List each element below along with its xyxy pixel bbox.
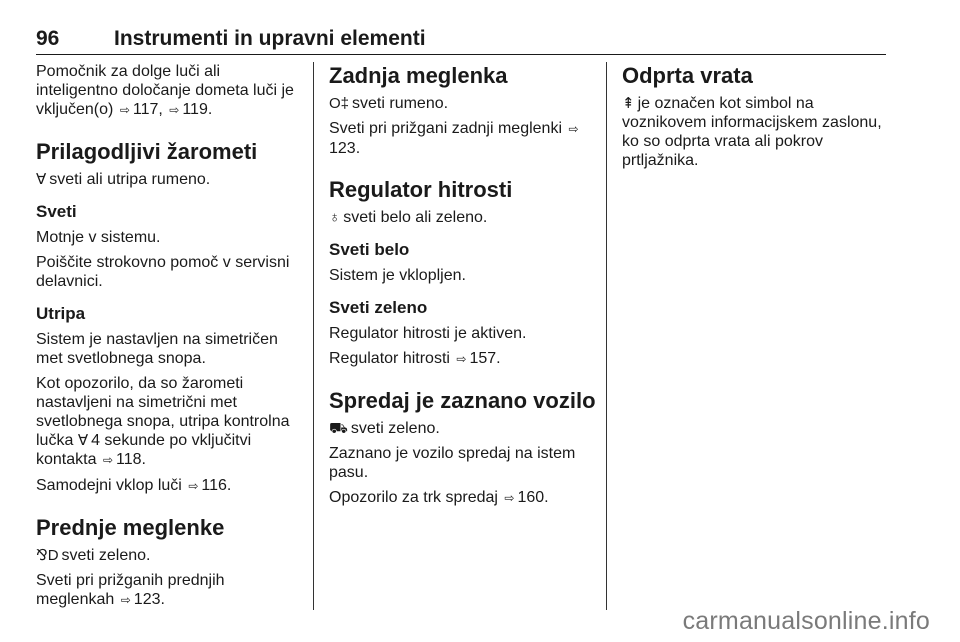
page-ref[interactable]: 123. (329, 140, 361, 157)
arrow-icon: ⇨ (169, 103, 180, 117)
vehicle-ahead-icon: ⛟ (329, 420, 348, 437)
rear-fog-paragraph: Sveti pri prižgani zadnji meglenki ⇨123. (329, 120, 579, 157)
section-title-vehicle-ahead: Spredaj je zaznano vozilo (329, 388, 596, 413)
section-title-rear-fog: Zadnja meglenka (329, 63, 508, 88)
column-divider-2 (606, 62, 607, 610)
page-ref[interactable]: 116. (201, 477, 232, 494)
front-fog-icon: ⅋D (36, 547, 59, 564)
subheading-lit-white: Sveti belo (329, 240, 410, 259)
arrow-icon: ⇨ (456, 352, 467, 366)
green-paragraph-1: Regulator hitrosti je aktiven. (329, 325, 527, 342)
front-fog-description: ⅋D sveti zeleno. (36, 547, 151, 564)
page-header (36, 24, 886, 55)
page-ref[interactable]: 160. (517, 489, 549, 506)
arrow-icon: ⇨ (119, 103, 130, 117)
vehicle-paragraph-2: Opozorilo za trk spredaj ⇨ 160. (329, 489, 549, 506)
intro-paragraph: Pomočnik za dolge luči ali inteligentno določanje dometa luči je vključen(o) ⇨ 117, ⇨ 119. (36, 63, 294, 118)
column-1 (36, 62, 304, 616)
section-title-front-fog: Prednje meglenke (36, 515, 225, 540)
arrow-icon: ⇨ (504, 491, 515, 505)
adaptive-description: Ɐ sveti ali utripa rumeno. (36, 171, 211, 188)
lit-paragraph-1: Motnje v sistemu. (36, 229, 161, 246)
headlight-icon: Ɐ (36, 171, 47, 188)
page-ref[interactable]: 123. (133, 591, 165, 608)
arrow-icon: ⇨ (188, 479, 199, 493)
page-ref[interactable]: 117, (132, 101, 163, 118)
door-open-icon: ⇞ (622, 95, 635, 112)
vehicle-description: ⛟ sveti zeleno. (329, 420, 440, 437)
white-paragraph: Sistem je vklopljen. (329, 267, 466, 284)
chapter-title: Instrumenti in upravni elementi (114, 27, 426, 50)
page-number: 96 (36, 27, 60, 50)
auto-light-paragraph: Samodejni vklop luči ⇨ 116. (36, 477, 232, 494)
page-ref[interactable]: 157. (469, 350, 501, 367)
column-2 (329, 62, 597, 514)
subheading-lit-green: Sveti zeleno (329, 298, 428, 317)
green-paragraph-2: Regulator hitrosti ⇨ 157. (329, 350, 501, 367)
subheading-lit: Sveti (36, 202, 77, 221)
cruise-control-icon: ♁ (329, 209, 341, 226)
subheading-flashing: Utripa (36, 304, 86, 323)
rear-fog-icon: O‡ (329, 95, 350, 112)
door-description: ⇞ je označen kot simbol na voznikovem informacijskem zaslonu, ko so odprta vrata ali pokrov prtljažnika. (622, 95, 882, 169)
column-divider-1 (313, 62, 314, 610)
cruise-description: ♁ sveti belo ali zeleno. (329, 209, 488, 226)
flash-paragraph-2: Kot opozorilo, da so žarometi nastavljeni na simetrični met svetlobnega snopa, utripa kontrolna lučka Ɐ 4 sekunde po vključitvi kontakta ⇨ 118. (36, 375, 290, 468)
flash-paragraph-1: Sistem je nastavljen na simetričen met svetlobnega snopa. (36, 331, 278, 367)
vehicle-paragraph-1: Zaznano je vozilo spredaj na istem pasu. (329, 445, 576, 481)
rear-fog-description: O‡ sveti rumeno. (329, 95, 449, 112)
lit-paragraph-2: Poiščite strokovno pomoč v servisni delavnici. (36, 254, 290, 290)
watermark: carmanualsonline.info (682, 607, 930, 635)
front-fog-paragraph: Sveti pri prižganih prednjih meglenkah ⇨ 123. (36, 572, 225, 608)
page-ref[interactable]: 118. (116, 451, 146, 468)
section-title-cruise-control: Regulator hitrosti (329, 177, 513, 202)
arrow-icon: ⇨ (120, 593, 131, 607)
headlight-icon: Ɐ (77, 432, 89, 449)
page-ref[interactable]: 119. (182, 101, 213, 118)
arrow-icon: ⇨ (102, 453, 113, 467)
column-3 (622, 62, 890, 176)
section-title-door-open: Odprta vrata (622, 63, 753, 88)
section-title-adaptive-headlights: Prilagodljivi žarometi (36, 139, 258, 164)
arrow-icon: ⇨ (568, 122, 579, 136)
